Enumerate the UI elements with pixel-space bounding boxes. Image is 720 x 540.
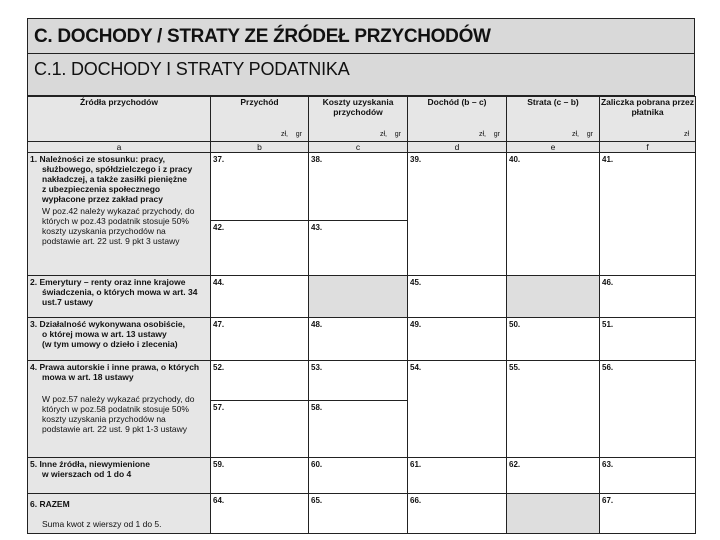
header-costs: Koszty uzyskania przychodów zł, gr (309, 97, 408, 142)
field-63[interactable]: 63. (600, 458, 696, 494)
field-57[interactable]: 57. (211, 401, 309, 458)
column-letter: c (309, 142, 408, 153)
header-income: Dochód (b – c) zł, gr (408, 97, 507, 142)
header-row (28, 97, 696, 142)
field-56[interactable]: 56. (600, 361, 696, 458)
field-66[interactable]: 66. (408, 494, 507, 534)
field-61[interactable]: 61. (408, 458, 507, 494)
field-47[interactable]: 47. (211, 318, 309, 361)
column-letter: f (600, 142, 696, 153)
field-58[interactable]: 58. (309, 401, 408, 458)
field-64[interactable]: 64. (211, 494, 309, 534)
field-39[interactable]: 39. (408, 153, 507, 276)
field-48[interactable]: 48. (309, 318, 408, 361)
table-row-6 (28, 494, 696, 534)
column-letter: a (28, 142, 211, 153)
header-sources: Źródła przychodów (28, 97, 211, 142)
header-loss: Strata (c – b) zł, gr (507, 97, 600, 142)
field-42[interactable]: 42. (211, 221, 309, 276)
shaded-cell (309, 276, 408, 318)
column-letters-row (28, 142, 696, 153)
field-59[interactable]: 59. (211, 458, 309, 494)
table-row-5 (28, 458, 696, 494)
shaded-cell (507, 276, 600, 318)
field-50[interactable]: 50. (507, 318, 600, 361)
field-65[interactable]: 65. (309, 494, 408, 534)
column-letter: e (507, 142, 600, 153)
field-40[interactable]: 40. (507, 153, 600, 276)
field-60[interactable]: 60. (309, 458, 408, 494)
row-1-label: 1. Należności ze stosunku: pracy, służbowego, spółdzielczego i z pracy nakładczej, a także zasiłki pieniężne z ubezpieczenia społecznego wypłacone przez zakład pracy W poz.42 należy wykazać przychody, do których w poz.43 podatnik stosuje 50% koszty uzyskania przychodów na podstawie art. 22 ust. 9 pkt 3 ustawy (28, 153, 211, 276)
field-67[interactable]: 67. (600, 494, 696, 534)
section-title: C. DOCHODY / STRATY ZE ŹRÓDEŁ PRZYCHODÓW (27, 18, 695, 54)
field-55[interactable]: 55. (507, 361, 600, 458)
row-4-label: 4. Prawa autorskie i inne prawa, o których mowa w art. 18 ustawy W poz.57 należy wykazać przychody, do których w poz.58 podatnik stosuje 50% koszty uzyskania przychodów na podstawie art. 22 ust. 9 pkt 1-3 ustawy (28, 361, 211, 458)
column-letter: d (408, 142, 507, 153)
field-49[interactable]: 49. (408, 318, 507, 361)
table-row-3 (28, 318, 696, 361)
header-revenue: Przychód zł, gr (211, 97, 309, 142)
field-41[interactable]: 41. (600, 153, 696, 276)
field-45[interactable]: 45. (408, 276, 507, 318)
row-6-label: 6. RAZEM Suma kwot z wierszy od 1 do 5. (28, 494, 211, 534)
table-row-1 (28, 153, 696, 221)
field-37[interactable]: 37. (211, 153, 309, 221)
field-46[interactable]: 46. (600, 276, 696, 318)
pit-form-section-c (27, 18, 695, 529)
income-table (27, 96, 696, 534)
table-row-2 (28, 276, 696, 318)
column-letter: b (211, 142, 309, 153)
row-2-label: 2. Emerytury – renty oraz inne krajowe świadczenia, o których mowa w art. 34 ust.7 ustawy (28, 276, 211, 318)
field-44[interactable]: 44. (211, 276, 309, 318)
shaded-cell (507, 494, 600, 534)
subsection-title: C.1. DOCHODY I STRATY PODATNIKA (27, 54, 695, 96)
row-3-label: 3. Działalność wykonywana osobiście, o której mowa w art. 13 ustawy (w tym umowy o dzieło i zlecenia) (28, 318, 211, 361)
field-53[interactable]: 53. (309, 361, 408, 401)
field-54[interactable]: 54. (408, 361, 507, 458)
row-5-label: 5. Inne źródła, niewymienione w wierszach od 1 do 4 (28, 458, 211, 494)
field-38[interactable]: 38. (309, 153, 408, 221)
table-row-4 (28, 361, 696, 401)
field-43[interactable]: 43. (309, 221, 408, 276)
field-62[interactable]: 62. (507, 458, 600, 494)
header-advance: Zaliczka pobrana przez płatnika zł (600, 97, 696, 142)
field-52[interactable]: 52. (211, 361, 309, 401)
field-51[interactable]: 51. (600, 318, 696, 361)
